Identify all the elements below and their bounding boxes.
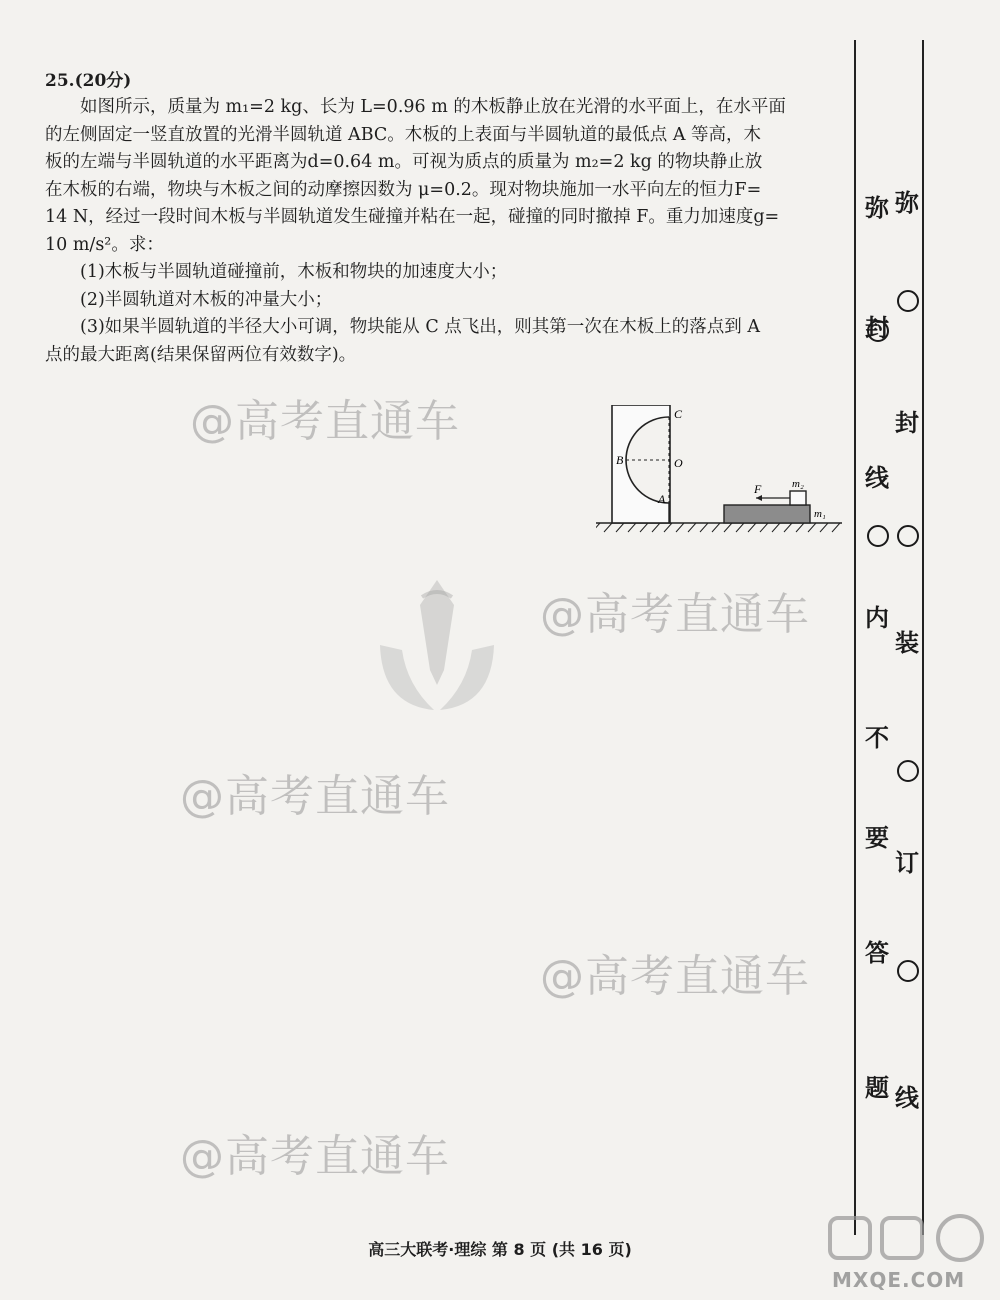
seal-circle <box>897 960 919 982</box>
sub-question-1: (1)木板与半圆轨道碰撞前，木板和物块的加速度大小； <box>80 262 508 282</box>
label-f: F <box>754 482 762 496</box>
seal-circle <box>897 290 919 312</box>
seal-char: 封 <box>895 409 919 437</box>
seal-char: 订 <box>895 849 919 877</box>
label-b: B <box>616 453 624 467</box>
school-emblem-watermark <box>372 575 502 715</box>
label-m1: m₁ <box>814 508 826 520</box>
seal-column-left <box>864 40 890 1235</box>
seal-char: 线 <box>895 1084 919 1112</box>
label-a: A <box>658 492 666 506</box>
seal-circle <box>897 760 919 782</box>
seal-char: 答 <box>865 939 889 967</box>
seal-line <box>854 40 856 1235</box>
corner-watermark-url: MXQE.COM <box>832 1268 966 1292</box>
watermark: @高考直通车 <box>540 589 810 640</box>
label-m2: m₂ <box>792 478 804 490</box>
question-number: 25.(20分) <box>45 71 132 91</box>
seal-circle <box>897 525 919 547</box>
watermark: @高考直通车 <box>180 1131 450 1182</box>
seal-circle <box>867 525 889 547</box>
watermark: @高考直通车 <box>180 771 450 822</box>
label-c: C <box>674 407 683 421</box>
seal-line <box>922 40 924 1235</box>
sub-question-3: (3)如果半圆轨道的半径大小可调，物块能从 C 点飞出，则其第一次在木板上的落点到 A <box>80 317 761 337</box>
seal-column-right <box>894 40 920 1235</box>
seal-char: 不 <box>865 724 889 752</box>
seal-char: 要 <box>865 824 889 852</box>
seal-char: 线 <box>865 464 889 492</box>
sub-question-3-continued: 点的最大距离(结果保留两位有效数字)。 <box>45 344 357 365</box>
question-line: 板的左端与半圆轨道的水平距离为d=0.64 m。可视为质点的质量为 m₂=2 kg 的物块静止放 <box>45 152 763 172</box>
question-line: 10 m/s²。求： <box>45 234 164 255</box>
page-footer: 高三大联考·理综 第 8 页 (共 16 页) <box>368 1240 632 1259</box>
question-line: 如图所示，质量为 m₁=2 kg、长为 L=0.96 m 的木板静止放在光滑的水平面上，在水平面 <box>80 97 786 117</box>
seal-char: 弥 <box>865 194 889 222</box>
question-line: 的左侧固定一竖直放置的光滑半圆轨道 ABC。木板的上表面与半圆轨道的最低点 A 等高，木 <box>45 124 762 145</box>
seal-char: 封 <box>865 314 889 342</box>
seal-line-strip <box>850 40 950 1235</box>
seal-char: 装 <box>895 629 919 657</box>
seal-char: 内 <box>865 604 889 632</box>
seal-char: 弥 <box>895 189 919 217</box>
physics-diagram <box>596 405 846 535</box>
question-body <box>45 94 835 369</box>
block-m2 <box>790 491 806 505</box>
question-line: 在木板的右端，物块与木板之间的动摩擦因数为 μ=0.2。现对物块施加一水平向左的恒力F= <box>45 179 762 200</box>
ground-hatching <box>596 523 840 532</box>
board-m1 <box>724 505 810 523</box>
question-line: 14 N，经过一段时间木板与半圆轨道发生碰撞并粘在一起，碰撞的同时撤掉 F。重力加速度g= <box>45 207 780 227</box>
watermark: @高考直通车 <box>540 951 810 1002</box>
seal-char: 题 <box>865 1074 889 1102</box>
sub-question-2: (2)半圆轨道对木板的冲量大小； <box>80 289 333 310</box>
label-o: O <box>674 456 683 470</box>
watermark: @高考直通车 <box>190 396 460 447</box>
